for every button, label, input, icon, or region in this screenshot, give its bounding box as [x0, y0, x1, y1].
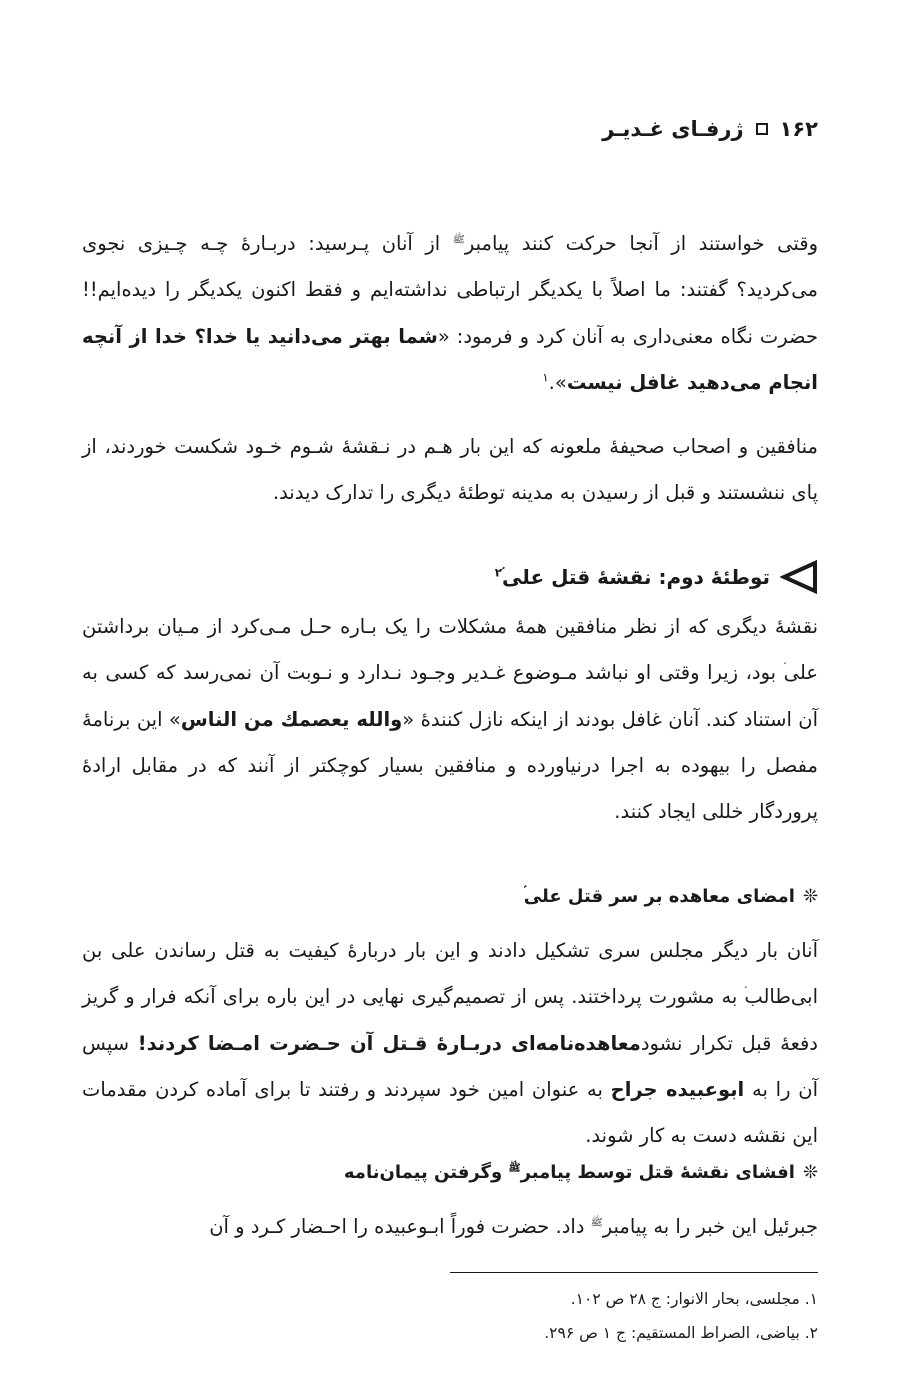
- text-run: سپس آن را به: [82, 1031, 818, 1101]
- quote-bold: شما بهتر می‌دانید یا خدا؟ خدا از آنچه انجام می‌دهید غافل نیست: [82, 324, 818, 394]
- quote-bold: والله یعصمك من الناس: [180, 707, 403, 731]
- footnote-divider: [450, 1272, 818, 1273]
- subheading-title: امضای معاهده بر سر قتل علی: [523, 886, 795, 907]
- paragraph-2: منافقین و اصحاب صحیفهٔ ملعونه که این بار هـم در نـقشهٔ شـوم خـود شکست خوردند، از پای ننشستند و قبل از رسیدن به مدینه توطئهٔ دیگری را تدارک دیدند.: [82, 435, 818, 505]
- triangle-marker-icon: [780, 560, 818, 594]
- honorific: ﷺ: [508, 1163, 521, 1174]
- text-run: از آنان پـرسید: دربـارهٔ چـه چـیزی نجوی می‌کردید؟ گفتند: ما اصلاً با یکدیگر ارتباطی نداشته‌ایم و فقط اکنون یکدیگر را دیده‌ایم!! حضرت نگاه معنی‌داری به آنان کرد و فرمود: «: [82, 232, 818, 348]
- text-run: آنان بار دیگر مجلس سری تشکیل دادند و این بار دربارهٔ کیفیت به قتل رساندن علی بن ابی‌طالب: [82, 939, 818, 1009]
- emphasis-bold: معاهده‌نامه‌ای دربـارهٔ قـتل آن حـضرت امـضا کردند!: [137, 1031, 641, 1055]
- paragraph-4: [82, 928, 818, 1159]
- honorific: ﷺ: [452, 234, 465, 246]
- subheading-title: وگرفتن پیمان‌نامه: [343, 1162, 509, 1183]
- text-run: وقتی خواستند از آنجا حرکت کنند پیامبر: [464, 232, 818, 255]
- text-run: نقشهٔ دیگری که از نظر منافقین همهٔ مشکلات را یک بـاره حـل مـی‌کرد از مـیان برداشتن علی: [82, 615, 818, 685]
- section-title: توطئهٔ دوم: نقشهٔ قتل علی: [502, 565, 770, 589]
- paragraph-3: [82, 604, 818, 835]
- footnote-ref-2[interactable]: ۲: [494, 565, 503, 580]
- square-separator-icon: [756, 123, 768, 135]
- subheading-title: افشای نقشهٔ قتل توسط پیامبر: [520, 1162, 795, 1183]
- star-bullet-icon: ❊: [802, 1162, 818, 1183]
- text-run: داد. حضرت فوراً ابـوعبیده را احـضار کـرد و آن: [209, 1215, 591, 1238]
- footnote-2: ۲. بیاضی، الصراط المستقیم: ج ۱ ص ۲۹۶.: [544, 1324, 818, 1342]
- star-bullet-icon: ❊: [802, 886, 818, 907]
- paragraph-1: [82, 221, 818, 406]
- text-run: به مشورت پرداختند. پس از تصمیم‌گیری نهایی در این باره برای آنکه فرار و گریز دفعهٔ قبل تکرار نشود: [82, 985, 818, 1055]
- subheading-1: [524, 886, 818, 907]
- honorific: ﷺ: [590, 1217, 603, 1229]
- subheading-2: [344, 1162, 818, 1183]
- text-run: بود، زیرا وقتی او نباشد مـوضوع غـدیر وجـود نـدارد و نـوبت آن نمی‌رسد که کسی به آن استناد کند. آنان غافل بودند از اینکه نازل کنندهٔ «: [82, 661, 818, 731]
- text-run: » این برنامهٔ مفصل را بیهوده به اجرا درنیاورده و منافقین بسیار کوچکتر از آنند که در مقابل ارادهٔ پروردگار خللی ایجاد کنند.: [82, 707, 818, 824]
- paragraph-5: [82, 1204, 818, 1250]
- text-run: جبرئیل این خبر را به پیامبر: [602, 1215, 818, 1238]
- footnote-1: ۱. مجلسی، بحار الانوار: ج ۲۸ ص ۱۰۲.: [570, 1290, 818, 1308]
- page-number: ۱۶۲: [779, 117, 818, 141]
- section-heading: [495, 560, 818, 594]
- footnote-ref-1[interactable]: ۱: [542, 370, 549, 385]
- text-run: به عنوان امین خود سپردند و رفتند تا برای آماده کردن مقدمات این نقشه دست به کار شوند.: [82, 1077, 818, 1148]
- emphasis-bold: ابوعبیده جراح: [610, 1077, 745, 1101]
- book-title: ژرفـای غـدیـر: [602, 117, 744, 141]
- text-run: ».: [548, 370, 567, 394]
- running-header: [602, 117, 818, 141]
